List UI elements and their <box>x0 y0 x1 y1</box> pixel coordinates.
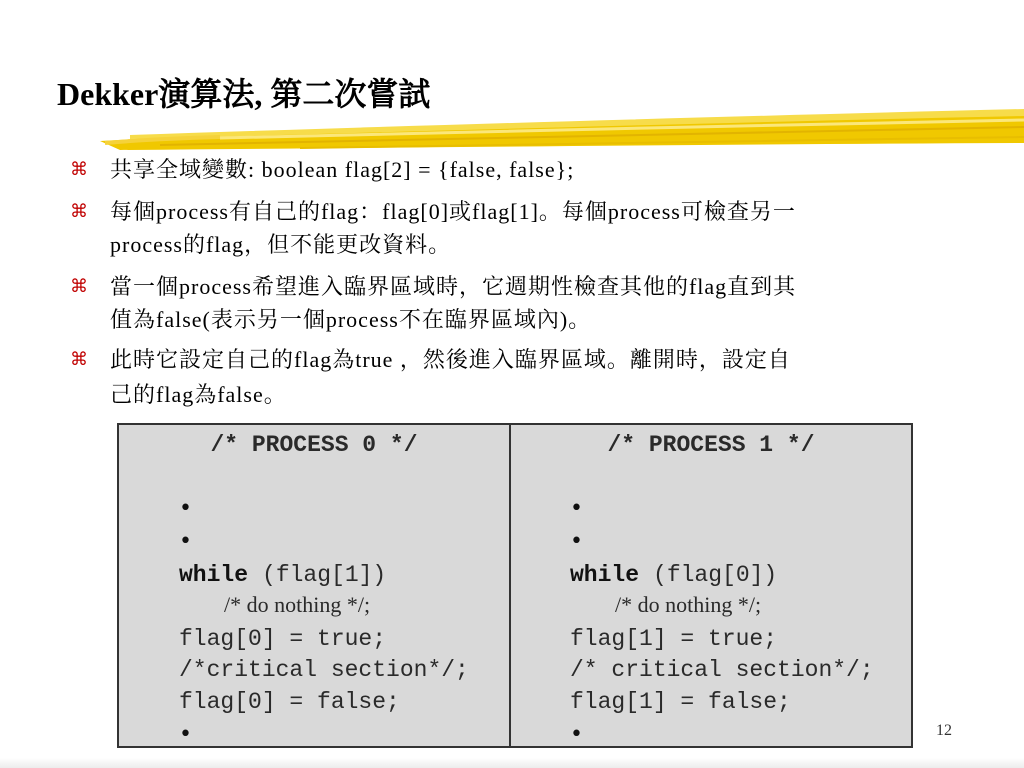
bullet-4-line-1: 此時它設定自己的flag為true ，然後進入臨界區域。離開時，設定自 <box>110 347 791 372</box>
bullet-marker-icon: ⌘ <box>70 349 88 370</box>
bullet-3-line-2: 值為false(表示另一個process不在臨界區域內)。 <box>110 307 592 332</box>
bullet-2-line-1: 每個process有自己的flag：flag[0]或flag[1]。每個process可檢查另一 <box>110 199 796 224</box>
while-statement <box>179 560 386 590</box>
bullet-2-line-2: process的flag，但不能更改資料。 <box>110 232 452 257</box>
ellipsis-dot: • <box>179 722 192 747</box>
code-line: flag[1] = false; <box>570 689 791 715</box>
ellipsis-dot: • <box>179 529 192 554</box>
ellipsis-dot: • <box>570 496 583 521</box>
while-condition: (flag[0]) <box>653 562 778 588</box>
ellipsis-dot: • <box>179 496 192 521</box>
code-line: flag[1] = true; <box>570 626 778 652</box>
code-line: /* critical section*/; <box>570 657 874 683</box>
code-line: /*critical section*/; <box>179 657 469 683</box>
code-figure <box>117 423 913 748</box>
process-0-header: /* PROCESS 0 */ <box>210 432 418 458</box>
while-keyword: while <box>179 562 249 588</box>
page-number: 12 <box>936 722 952 739</box>
slide-title: Dekker演算法, 第二次嘗試 <box>57 76 431 112</box>
bullet-marker-icon: ⌘ <box>70 276 88 297</box>
bottom-edge <box>0 758 1024 768</box>
ellipsis-dot: • <box>570 722 583 747</box>
bullet-1-line-1: 共享全域變數: boolean flag[2] = {false, false}; <box>110 157 575 182</box>
process-1-header: /* PROCESS 1 */ <box>607 432 815 458</box>
bullet-marker-icon: ⌘ <box>70 159 88 180</box>
bullet-marker-icon: ⌘ <box>70 201 88 222</box>
code-line: flag[0] = true; <box>179 626 387 652</box>
bullet-3-line-1: 當一個process希望進入臨界區域時，它週期性檢查其他的flag直到其 <box>110 274 797 299</box>
title-underline-brush <box>0 95 1024 160</box>
while-statement <box>570 560 777 590</box>
ellipsis-dot: • <box>570 529 583 554</box>
bullet-4-line-2: 己的flag為false。 <box>110 382 287 407</box>
while-condition: (flag[1]) <box>262 562 387 588</box>
while-keyword: while <box>570 562 640 588</box>
do-nothing-comment: /* do nothing */; <box>224 592 371 617</box>
column-divider <box>509 425 511 746</box>
do-nothing-comment: /* do nothing */; <box>615 592 762 617</box>
code-line: flag[0] = false; <box>179 689 400 715</box>
